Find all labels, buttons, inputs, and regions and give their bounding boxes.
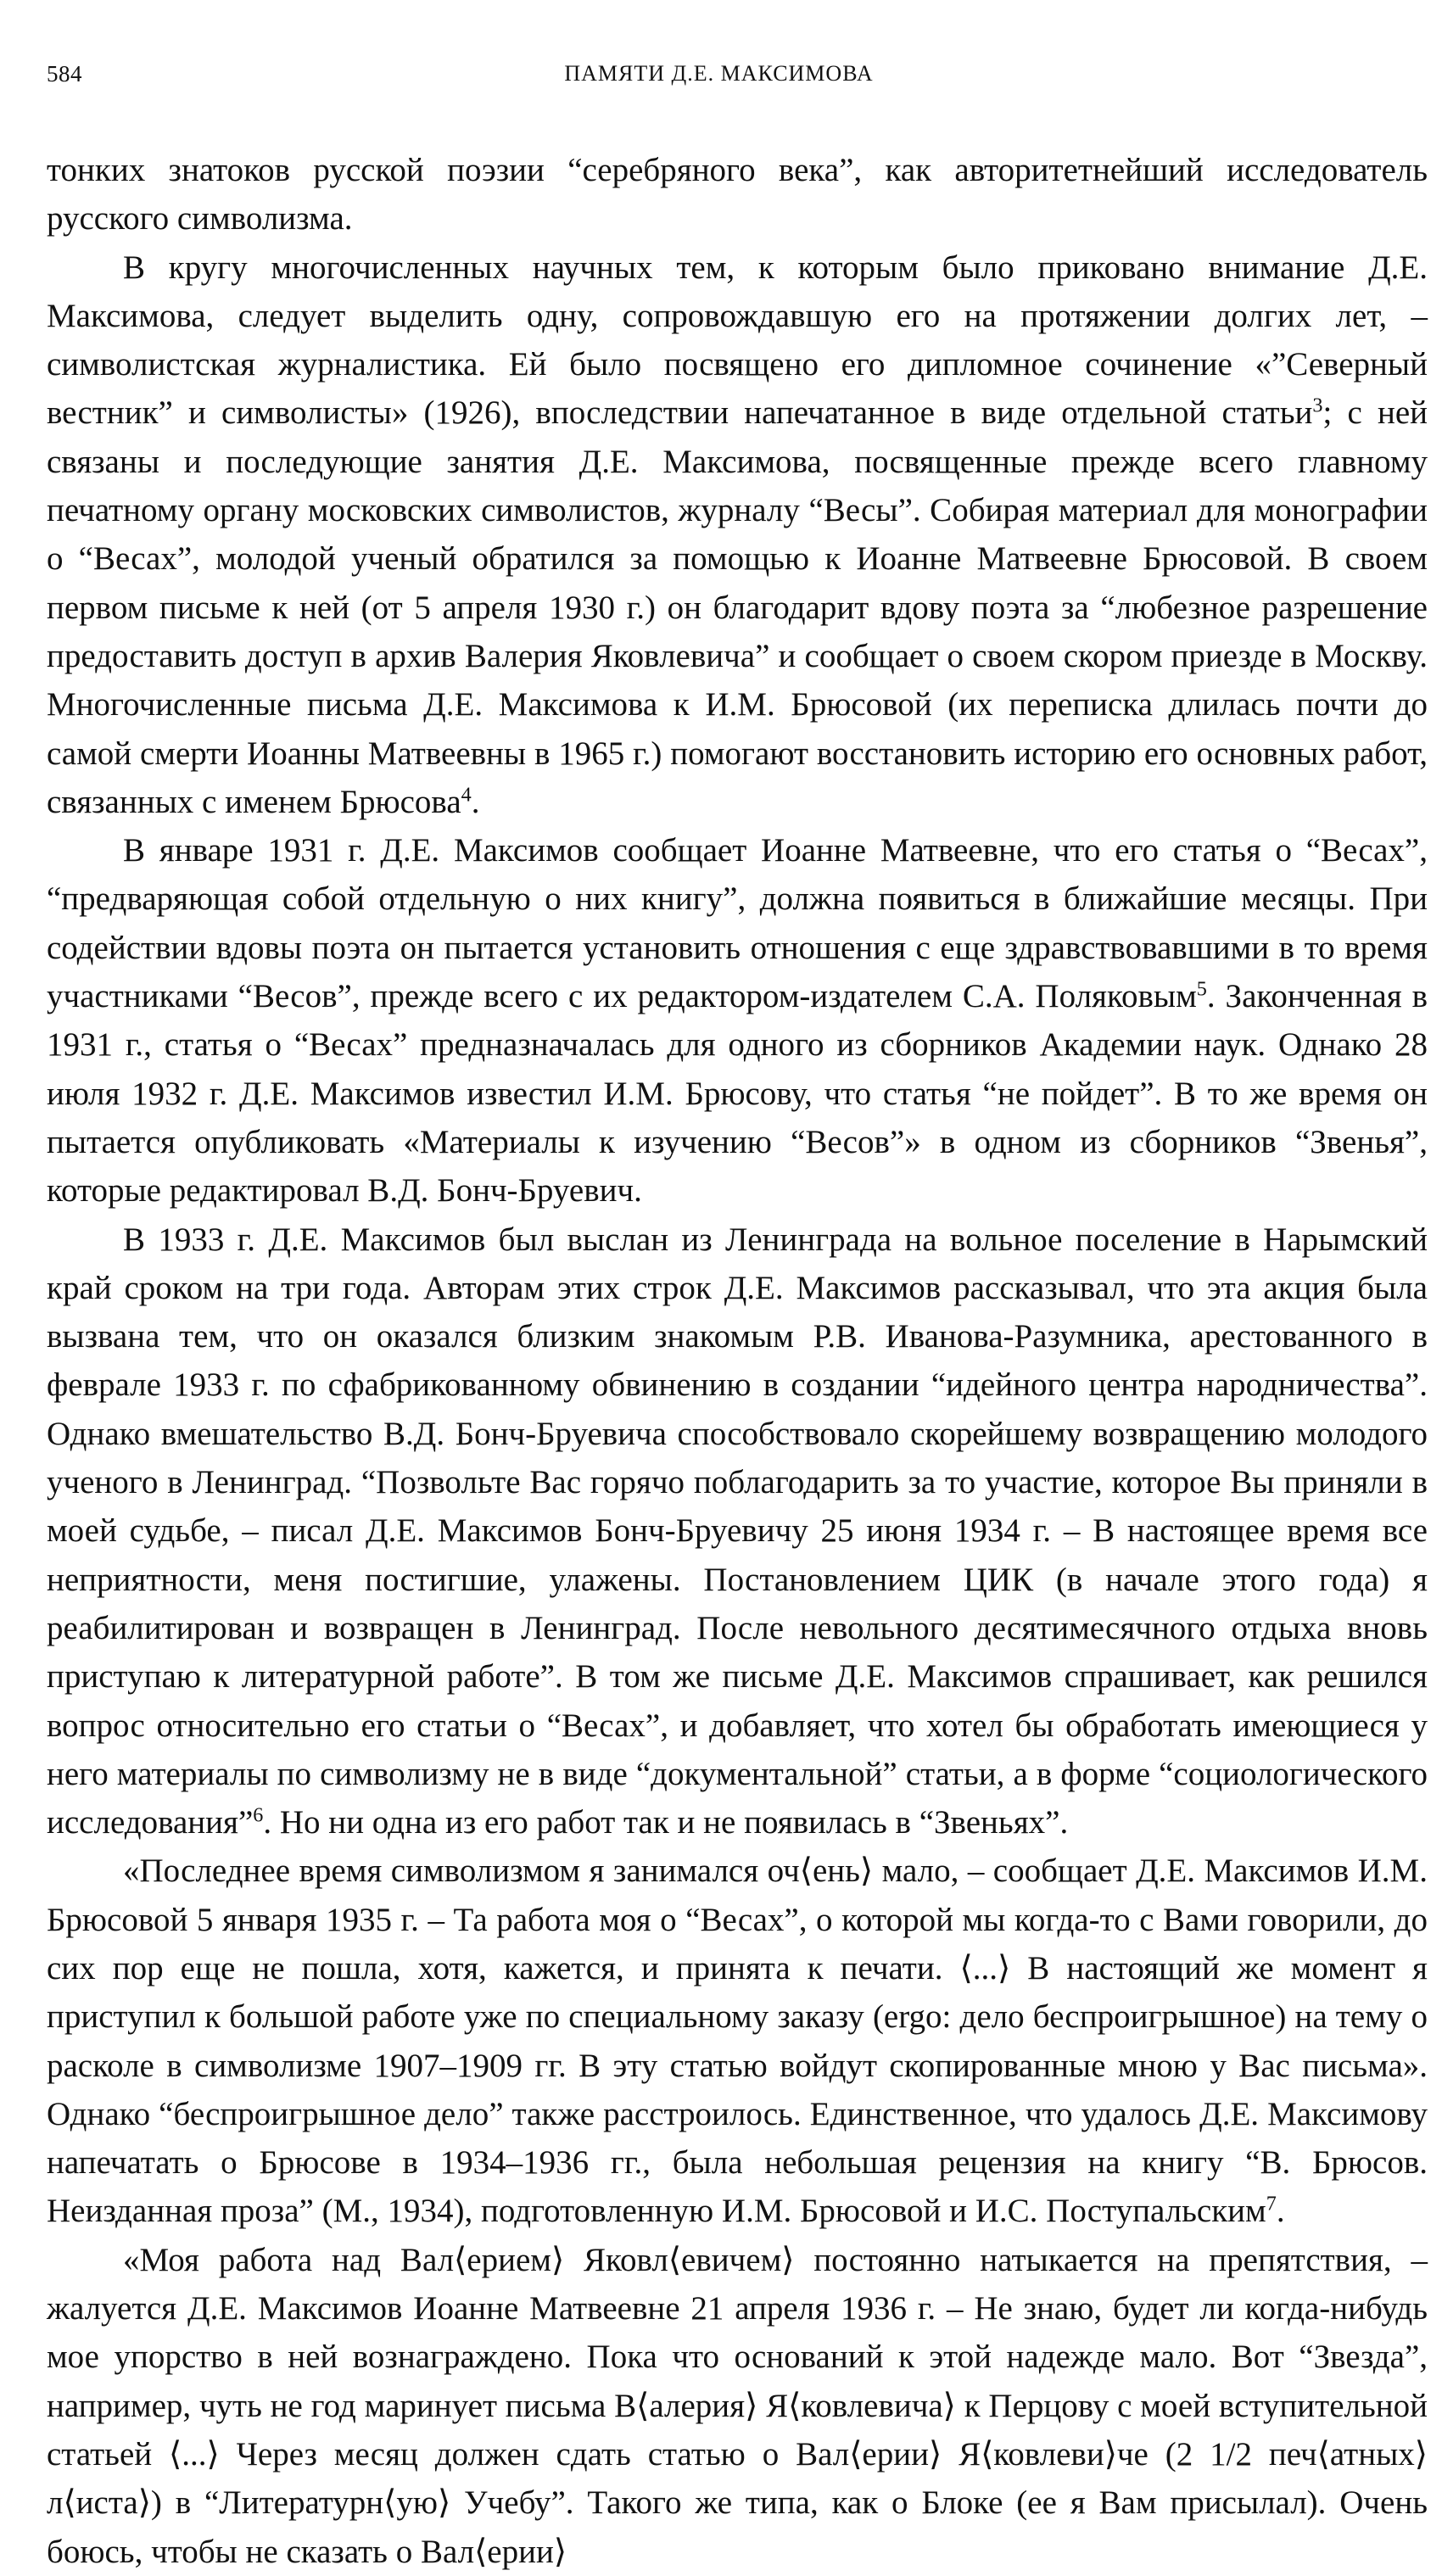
footnote-ref-6[interactable]: 6 (253, 1803, 264, 1827)
page-number: 584 (47, 61, 82, 87)
body-text (47, 146, 1428, 2576)
paragraph-5: «Последнее время символизмом я занимался оч⟨ень⟩ мало, – сообщает Д.Е. Максимов И.М. Брюсовой 5 января 1935 г. – Та работа моя о “Весах”, о которой мы когда-то с Вами говорили, до сих пор еще не пошла, хотя, кажется, и принята к печати. ⟨...⟩ В настоящий же момент я приступил к большой работе уже по специальному заказу (ergo: дело беспроигрышное) на тему о расколе в символизме 1907–1909 гг. В эту статью войдут скопированные мною у Вас письма». Однако “беспроигрышное дело” также расстроилось. Единственное, что удалось Д.Е. Максимову напечатать о Брюсове в 1934–1936 гг., была небольшая рецензия на книгу “В. Брюсов. Неизданная проза” (М., 1934), подготовленную И.М. Брюсовой и И.С. Поступальским$^7$. (47, 1852, 1428, 2230)
footnote-ref-3[interactable]: 3 (1312, 394, 1323, 418)
page-header (47, 61, 1391, 95)
running-head: ПАМЯТИ Д.Е. МАКСИМОВА (564, 61, 874, 86)
paragraph-4: В 1933 г. Д.Е. Максимов был выслан из Ленинграда на вольное поселение в Нарымский край сроком на три года. Авторам этих строк Д.Е. Максимов рассказывал, что эта акция была вызвана тем, что он оказался близким знакомым Р.В. Иванова-Разумника, арестованного в феврале 1933 г. по сфабрикованному обвинению в создании “идейного центра народничества”. Однако вмешательство В.Д. Бонч-Бруевича способствовало скорейшему возвращению молодого ученого в Ленинград. “Позвольте Вас горячо поблагодарить за то участие, которое Вы приняли в моей судьбе, – писал Д.Е. Максимов Бонч-Бруевичу 25 июня 1934 г. – В настоящее время все неприятности, меня постигшие, улажены. Постановлением ЦИК (в начале этого года) я реабилитирован и возвращен в Ленинград. После невольного десятимесячного отдыха вновь приступаю к литературной работе”. В том же письме Д.Е. Максимов спрашивает, как решился вопрос относительно его статьи о “Весах”, и добавляет, что хотел бы обработать имеющиеся у него материалы по символизму не в виде “документальной” статьи, а в форме “социологического исследования”$^6$. Но ни одна из его работ так и не появилась в “Звеньях”. (47, 1221, 1428, 1841)
footnote-ref-5[interactable]: 5 (1196, 977, 1207, 1001)
paragraph-3: В январе 1931 г. Д.Е. Максимов сообщает Иоанне Матвеевне, что его статья о “Весах”, “предваряющая собой отдельную о них книгу”, должна появиться в ближайшие месяцы. При содействии вдовы поэта он пытается установить отношения с еще здравствовавшими в то время участниками “Весов”, прежде всего с их редактором-издателем С.А. Поляковым$^5$. Законченная в 1931 г., статья о “Весах” предназначалась для одного из сборников Академии наук. Однако 28 июля 1932 г. Д.Е. Максимов известил И.М. Брюсову, что статья “не пойдет”. В то же время он пытается опубликовать «Материалы к изучению “Весов”» в одном из сборников “Звенья”, которые редактировал В.Д. Бонч-Бруевич. (47, 832, 1428, 1210)
paragraph-6: «Моя работа над Вал⟨ерием⟩ Яковл⟨евичем⟩ постоянно натыкается на препятствия, – жалуется Д.Е. Максимов Иоанне Матвеевне 21 апреля 1936 г. – Не знаю, будет ли когда-нибудь мое упорство в ней вознаграждено. Пока что оснований к этой надежде мало. Вот “Звезда”, например, чуть не год маринует письма В⟨алерия⟩ Я⟨ковлевича⟩ к Перцову с моей вступительной статьей ⟨...⟩ Через месяц должен сдать статью о Вал⟨ерии⟩ Я⟨ковлеви⟩че (2 1/2 печ⟨атных⟩ л⟨иста⟩) в “Литературн⟨ую⟩ Учебу”. Такого же типа, как о Блоке (ее я Вам присылал). Очень боюсь, чтобы не сказать о Вал⟨ерии⟩ (47, 2241, 1428, 2570)
footnote-ref-7[interactable]: 7 (1266, 2193, 1277, 2216)
paragraph-2: В кругу многочисленных научных тем, к которым было приковано внимание Д.Е. Максимова, следует выделить одну, сопровождавшую его на протяжении долгих лет, – символистская журналистика. Ей было посвящено его дипломное сочинение «”Северный вестник” и символисты» (1926), впоследствии напечатанное в виде отдельной статьи$^3$; с ней связаны и последующие занятия Д.Е. Максимова, посвященные прежде всего главному печатному органу московских символистов, журналу “Весы”. Собирая материал для монографии о “Весах”, молодой ученый обратился за помощью к Иоанне Матвеевне Брюсовой. В своем первом письме к ней (от 5 апреля 1930 г.) он благодарит вдову поэта за “любезное разрешение предоставить доступ в архив Валерия Яковлевича” и сообщает о своем скором приезде в Москву. Многочисленные письма Д.Е. Максимова к И.М. Брюсовой (их переписка длилась почти до самой смерти Иоанны Матвеевны в 1965 г.) помогают восстановить историю его основных работ, связанных с именем Брюсова$^4$. (47, 249, 1428, 820)
paragraph-1: тонких знатоков русской поэзии “серебряного века”, как авторитетнейший исследователь русского символизма. (47, 152, 1428, 237)
footnote-ref-4[interactable]: 4 (461, 783, 472, 807)
